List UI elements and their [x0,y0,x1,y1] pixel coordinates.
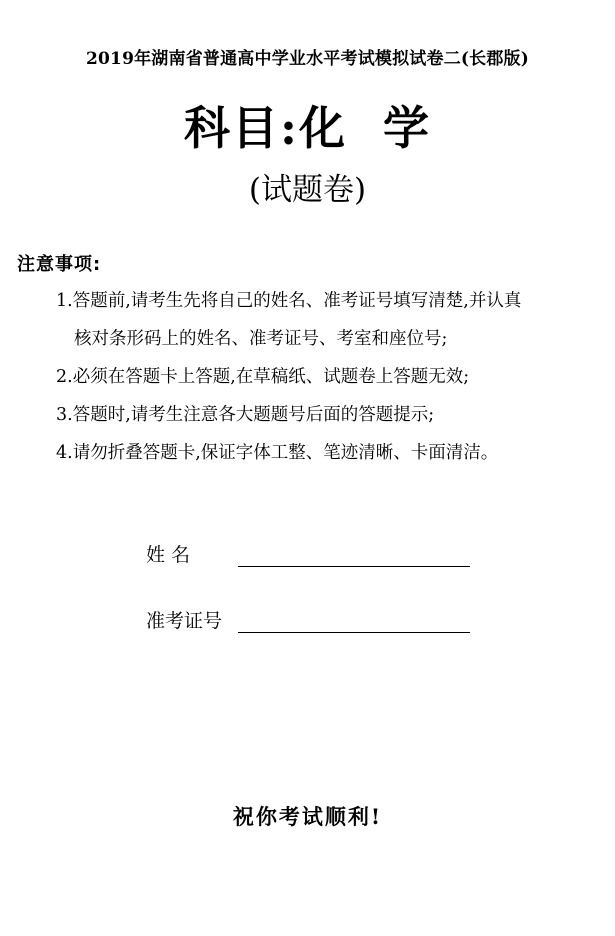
exam-id-field [146,606,470,630]
notice-item-text: 1.答题前,请考生先将自己的姓名、准考证号填写清楚,并认真 [56,291,522,311]
notice-item-text: 4.请勿折叠答题卡,保证字体工整、笔迹清晰、卡面清洁。 [56,443,499,463]
name-field [146,540,470,564]
subject-title: 科目:化 学 [183,101,431,155]
exam-title: 2019年湖南省普通高中学业水平考试模拟试卷二(长郡版) [85,49,529,69]
notice-item [56,404,606,426]
notice-item [56,442,606,464]
notice-item-text: 2.必须在答题卡上答题,在草稿纸、试题卷上答题无效; [56,367,470,387]
notice-list [56,290,606,480]
good-luck-message: 祝你考试顺利! [232,804,383,829]
name-blank-line[interactable] [238,544,470,567]
exam-id-blank-line[interactable] [238,610,470,633]
paper-type-label: (试题卷) [248,172,367,208]
notice-heading: 注意事项: [17,254,102,275]
notice-item [56,366,606,388]
notice-item-text: 3.答题时,请考生注意各大题题号后面的答题提示; [56,405,435,425]
notice-item-continuation: 核对条形码上的姓名、准考证号、考室和座位号; [74,329,448,349]
exam-id-label: 准考证号 [146,610,223,632]
notice-item [56,290,606,350]
name-label: 姓 名 [146,544,191,566]
